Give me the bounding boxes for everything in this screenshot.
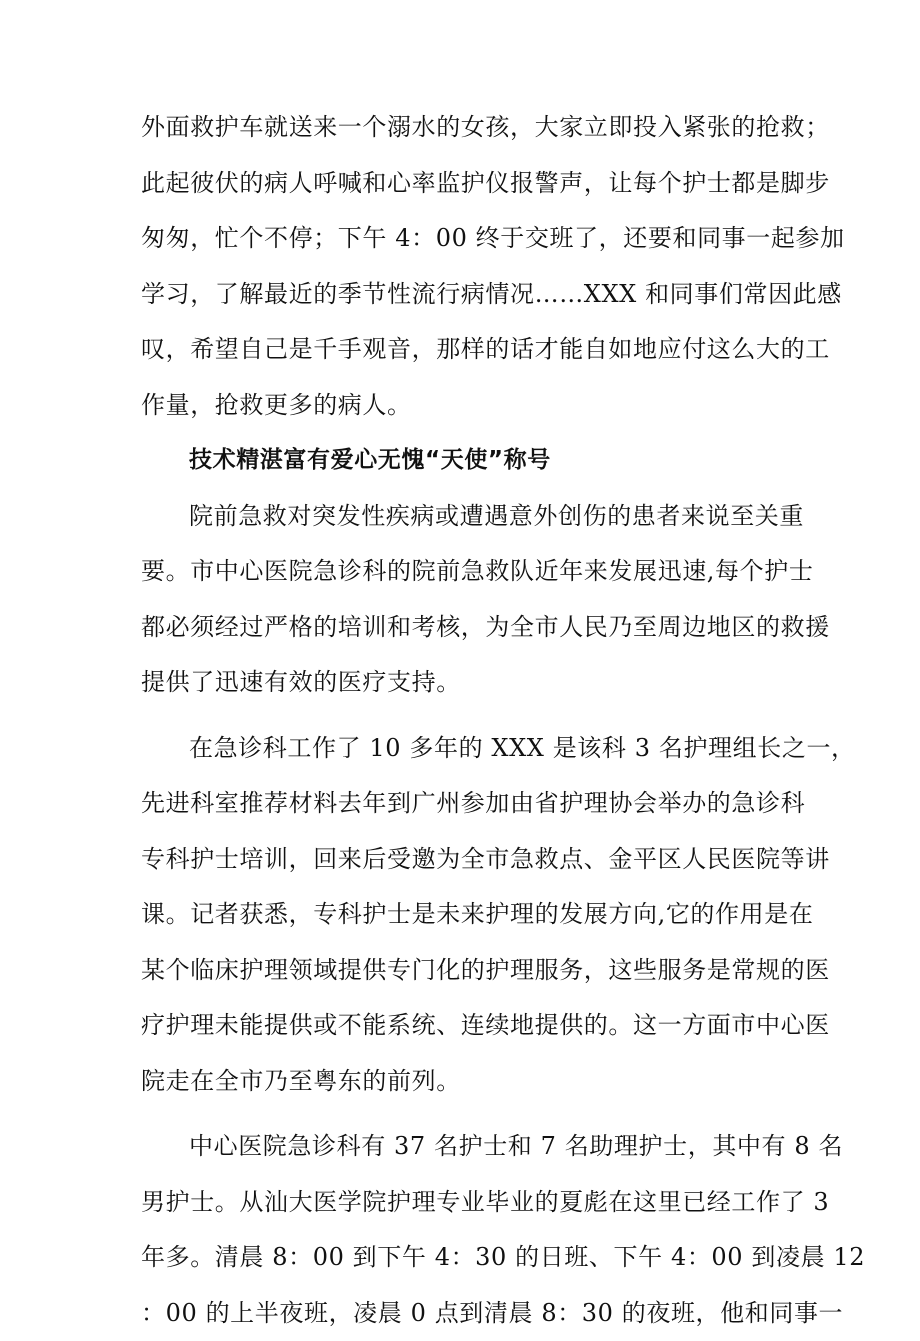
paragraph-continued bbox=[141, 100, 791, 433]
text-line: 中心医院急诊科有 37 名护士和 7 名助理护士，其中有 8 名 bbox=[141, 1119, 791, 1175]
text-line: 专科护士培训，回来后受邀为全市急救点、金平区人民医院等讲 bbox=[141, 832, 791, 888]
text-line: 院走在全市乃至粤东的前列。 bbox=[141, 1054, 791, 1110]
text-line: 课。记者获悉，专科护士是未来护理的发展方向,它的作用是在 bbox=[141, 887, 791, 943]
text-line: 疗护理未能提供或不能系统、连续地提供的。这一方面市中心医 bbox=[141, 998, 791, 1054]
text-line: 某个临床护理领域提供专门化的护理服务，这些服务是常规的医 bbox=[141, 943, 791, 999]
paragraph-prehospital bbox=[141, 489, 791, 711]
text-line: 在急诊科工作了 10 多年的 XXX 是该科 3 名护理组长之一， bbox=[141, 721, 791, 777]
section-heading: 技术精湛富有爱心无愧“天使”称号 bbox=[141, 433, 791, 489]
text-line: 都必须经过严格的培训和考核，为全市人民乃至周边地区的救援 bbox=[141, 600, 791, 656]
text-line: 男护士。从汕大医学院护理专业毕业的夏彪在这里已经工作了 3 bbox=[141, 1175, 791, 1231]
paragraph-staffing bbox=[141, 1119, 791, 1341]
text-line: 叹，希望自己是千手观音，那样的话才能自如地应付这么大的工 bbox=[141, 322, 791, 378]
text-line: 此起彼伏的病人呼喊和心率监护仪报警声，让每个护士都是脚步 bbox=[141, 156, 791, 212]
text-line: 院前急救对突发性疾病或遭遇意外创伤的患者来说至关重 bbox=[141, 489, 791, 545]
text-line: 年多。清晨 8：00 到下午 4：30 的日班、下午 4：00 到凌晨 12 bbox=[141, 1230, 791, 1286]
text-line: 要。市中心医院急诊科的院前急救队近年来发展迅速,每个护士 bbox=[141, 544, 791, 600]
text-line: 匆匆，忙个不停；下午 4：00 终于交班了，还要和同事一起参加 bbox=[141, 211, 791, 267]
text-line: 外面救护车就送来一个溺水的女孩，大家立即投入紧张的抢救； bbox=[141, 100, 791, 156]
text-line: ：00 的上半夜班，凌晨 0 点到清晨 8：30 的夜班，他和同事一 bbox=[141, 1286, 791, 1341]
text-line: 学习，了解最近的季节性流行病情况……XXX 和同事们常因此感 bbox=[141, 267, 791, 323]
paragraph-specialist-nurse bbox=[141, 721, 791, 1110]
text-line: 先进科室推荐材料去年到广州参加由省护理协会举办的急诊科 bbox=[141, 776, 791, 832]
document-page bbox=[141, 100, 791, 1341]
text-line: 提供了迅速有效的医疗支持。 bbox=[141, 655, 791, 711]
text-line: 作量，抢救更多的病人。 bbox=[141, 378, 791, 434]
